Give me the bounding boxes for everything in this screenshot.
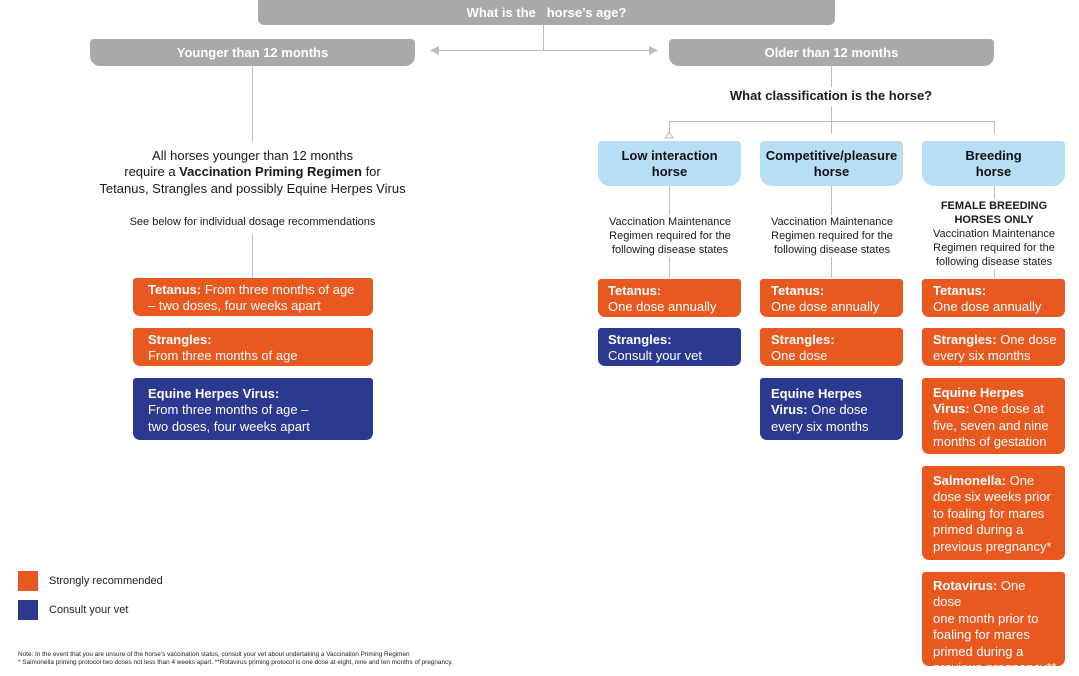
young-text-2-bold: Vaccination Priming Regimen bbox=[179, 164, 362, 180]
breed-rotavirus-line4: primed during a bbox=[933, 643, 1024, 659]
young-ehv-title-line bbox=[148, 386, 365, 402]
see-below-note bbox=[80, 215, 425, 229]
low-strangles-text: Consult your vet bbox=[608, 348, 702, 364]
young-ehv-line3: two doses, four weeks apart bbox=[148, 418, 310, 434]
young-ehv-line2: From three months of age – bbox=[148, 402, 309, 418]
breed-salmonella-line2: dose six weeks prior bbox=[933, 489, 1051, 505]
breed-rotavirus-title: Rotavirus: bbox=[933, 578, 998, 593]
breed-female-line2: HORSES ONLY bbox=[954, 214, 1034, 226]
legend-strong-label: Strongly recommended bbox=[49, 575, 163, 587]
double-arrow-icon bbox=[430, 44, 658, 57]
footnote-2: * Salmonella priming protocol two doses not less than 4 weeks apart. **Rotavirus priming protocol is one dose at eight, nine and ten months of pregnancy. bbox=[18, 659, 453, 666]
connector-young-down bbox=[252, 66, 253, 142]
young-description bbox=[80, 148, 425, 197]
breed-tetanus-box bbox=[922, 279, 1065, 317]
classification-question bbox=[700, 88, 962, 103]
breed-ehv-title2: Virus: bbox=[933, 401, 970, 417]
young-text-3: Tetanus, Strangles and possibly Equine Herpes Virus bbox=[99, 180, 406, 196]
breed-tetanus-title: Tetanus: bbox=[933, 283, 987, 298]
class-low-line2: horse bbox=[651, 163, 688, 179]
breed-salmonella-title: Salmonella: bbox=[933, 473, 1006, 488]
low-maint-line3: following disease states bbox=[611, 244, 729, 256]
class-competitive bbox=[760, 141, 903, 186]
breed-strangles-line2: every six months bbox=[933, 348, 1031, 364]
young-text-2-pre: require a bbox=[124, 164, 180, 180]
breed-strangles-title: Strangles: bbox=[933, 332, 997, 347]
young-tetanus-line1 bbox=[148, 282, 365, 298]
breed-salmonella-line4: primed during a bbox=[933, 522, 1024, 538]
young-text-1: All horses younger than 12 months bbox=[152, 148, 353, 163]
young-ehv-title: Equine Herpes Virus: bbox=[148, 386, 280, 401]
breed-salmonella-line3: to foaling for mares bbox=[933, 505, 1045, 521]
young-ehv-box bbox=[133, 378, 373, 440]
young-text-2 bbox=[80, 164, 425, 180]
question-age-box bbox=[258, 0, 835, 25]
branch-younger-label: Younger than 12 months bbox=[176, 45, 329, 60]
connector-young-down-2 bbox=[252, 234, 253, 278]
low-strangles-box bbox=[598, 328, 741, 366]
comp-tetanus-box bbox=[760, 279, 903, 317]
breed-maint-line1: Vaccination Maintenance bbox=[932, 228, 1056, 240]
comp-ehv-title2: Virus: bbox=[771, 402, 808, 418]
class-breeding bbox=[922, 141, 1065, 186]
breed-maint-text bbox=[919, 199, 1069, 269]
classification-question-label: What classification is the horse? bbox=[729, 88, 933, 103]
low-tetanus-box bbox=[598, 279, 741, 317]
low-strangles-title: Strangles: bbox=[608, 332, 672, 347]
low-maint-line1: Vaccination Maintenance bbox=[608, 216, 732, 228]
question-age-label: What is the horse’s age? bbox=[466, 5, 627, 20]
low-maint-line2: Regimen required for the bbox=[609, 230, 731, 242]
comp-strangles-box bbox=[760, 328, 903, 366]
breed-ehv-line3: five, seven and nine bbox=[933, 417, 1049, 433]
low-tetanus-text: One dose annually bbox=[608, 299, 717, 315]
breed-rotavirus-line2: one month prior to bbox=[933, 610, 1039, 626]
young-strangles-box bbox=[133, 328, 373, 366]
breed-ehv-title1: Equine Herpes bbox=[933, 385, 1025, 400]
young-strangles-title-line bbox=[148, 332, 365, 348]
breed-ehv-line4: months of gestation bbox=[933, 434, 1047, 450]
branch-older-label: Older than 12 months bbox=[764, 45, 899, 60]
young-tetanus-text1: From three months of age bbox=[201, 282, 355, 297]
young-text-2-post: for bbox=[361, 164, 381, 180]
see-below-label: See below for individual dosage recommendations bbox=[129, 216, 376, 228]
breed-salmonella-line5: previous pregnancy* bbox=[933, 538, 1052, 554]
comp-maint-line1: Vaccination Maintenance bbox=[770, 216, 894, 228]
young-strangles-line2: From three months of age bbox=[148, 348, 298, 364]
comp-strangles-text: One dose bbox=[771, 348, 828, 364]
legend-consult-label: Consult your vet bbox=[49, 604, 129, 616]
comp-tetanus-title: Tetanus: bbox=[771, 283, 825, 298]
breed-strangles-box bbox=[922, 328, 1065, 366]
young-tetanus-line2: – two doses, four weeks apart bbox=[148, 298, 321, 314]
comp-strangles-title: Strangles: bbox=[771, 332, 835, 347]
connector-old-down bbox=[831, 66, 832, 87]
class-breed-line1: Breeding bbox=[965, 147, 1022, 163]
class-comp-line1: Competitive/pleasure bbox=[765, 147, 898, 163]
young-strangles-title: Strangles: bbox=[148, 332, 212, 347]
breed-ehv-rest2: One dose at bbox=[969, 401, 1045, 417]
class-breed-line2: horse bbox=[975, 163, 1012, 179]
comp-maint-text bbox=[757, 215, 907, 257]
breed-tetanus-text: One dose annually bbox=[933, 299, 1042, 315]
breed-female-line1: FEMALE BREEDING bbox=[940, 200, 1048, 212]
connector-class-horizontal bbox=[669, 121, 995, 122]
comp-maint-line3: following disease states bbox=[773, 244, 891, 256]
young-tetanus-box bbox=[133, 278, 373, 316]
branch-older-box bbox=[669, 39, 994, 66]
arrow-heads bbox=[660, 130, 1005, 140]
breed-rotavirus-line5: previous pregnancy** bbox=[933, 660, 1057, 676]
comp-ehv-box bbox=[760, 378, 903, 440]
breed-rotavirus-box bbox=[922, 572, 1065, 676]
breed-rotavirus-line3: foaling for mares bbox=[933, 627, 1030, 643]
breed-ehv-box bbox=[922, 378, 1065, 454]
breed-rotavirus-rest1: One dose bbox=[933, 578, 1026, 610]
comp-ehv-line3: every six months bbox=[771, 418, 869, 434]
legend-orange-swatch bbox=[18, 571, 38, 591]
low-tetanus-title: Tetanus: bbox=[608, 283, 662, 298]
young-tetanus-title: Tetanus: bbox=[148, 282, 202, 297]
comp-ehv-rest2: One dose bbox=[807, 402, 868, 418]
legend-navy-swatch bbox=[18, 600, 38, 620]
comp-maint-line2: Regimen required for the bbox=[771, 230, 893, 242]
breed-salmonella-rest1: One bbox=[1005, 473, 1035, 488]
class-comp-line2: horse bbox=[813, 163, 850, 179]
connector-class-down bbox=[831, 106, 832, 121]
breed-strangles-rest1: One dose bbox=[996, 332, 1057, 347]
breed-maint-line2: Regimen required for the bbox=[933, 242, 1055, 254]
class-low-line1: Low interaction bbox=[621, 147, 718, 163]
footnote-1: Note: In the event that you are unsure of the horse’s vaccination status, consult your vet about undertaking a Vaccination Priming Regimen bbox=[18, 651, 410, 658]
branch-younger-box bbox=[90, 39, 415, 66]
low-maint-text bbox=[595, 215, 745, 257]
class-low-interaction bbox=[598, 141, 741, 186]
breed-salmonella-box bbox=[922, 466, 1065, 560]
comp-ehv-title1: Equine Herpes bbox=[771, 386, 863, 401]
breed-maint-line3: following disease states bbox=[935, 256, 1053, 268]
comp-tetanus-text: One dose annually bbox=[771, 299, 880, 315]
